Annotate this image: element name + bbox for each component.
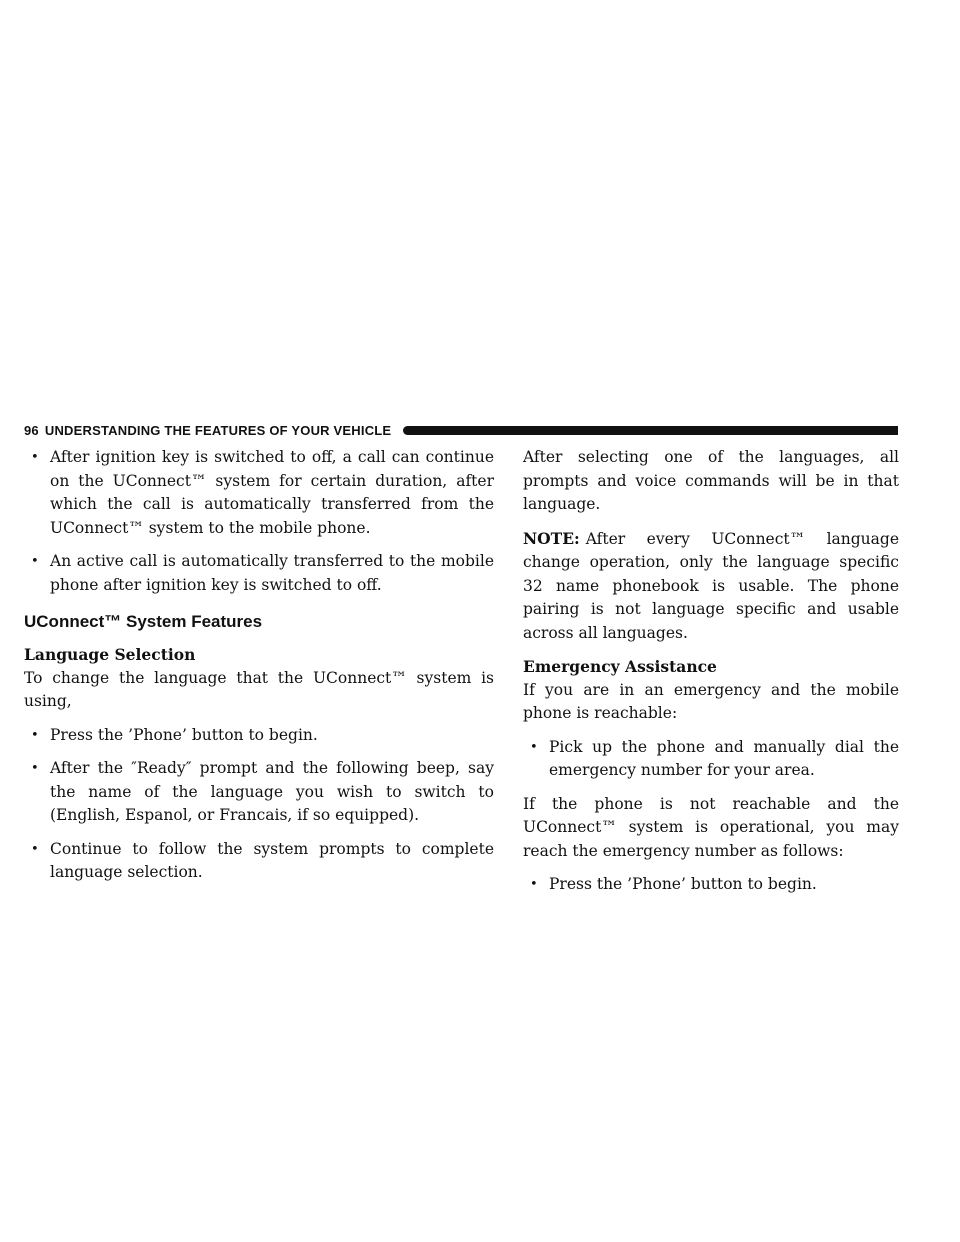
- paragraph: After selecting one of the languages, all prompts and voice commands will be in that language.: [523, 448, 899, 513]
- subheading-language-selection: Language Selection: [24, 645, 196, 664]
- bullet-icon: •: [31, 761, 39, 776]
- list-item-text: An active call is automatically transferred to the mobile phone after ignition key is switched to off.: [50, 552, 494, 594]
- list-item: [523, 873, 899, 897]
- list-item: [24, 550, 494, 597]
- list-item-text: Continue to follow the system prompts to complete language selection.: [50, 839, 494, 881]
- page-number: 96: [24, 422, 39, 438]
- section-heading: UNDERSTANDING THE FEATURES OF YOUR VEHICLE: [44, 422, 392, 438]
- list-item: [24, 757, 494, 828]
- list-item-text: Pick up the phone and manually dial the emergency number for your area.: [549, 737, 899, 779]
- bullet-icon: •: [530, 877, 538, 892]
- left-column: [24, 446, 494, 895]
- paragraph: If the phone is not reachable and the UConnect™ system is operational, you may reach the emergency number as follows:: [523, 794, 899, 860]
- list-item: [24, 724, 494, 748]
- list-item-text: After the ″Ready″ prompt and the following beep, say the name of the language you wish to switch to (English, Espanol, or Francais, if so equipped).: [50, 759, 494, 824]
- bullet-icon: •: [31, 727, 39, 743]
- paragraph: If you are in an emergency and the mobile phone is reachable:: [523, 680, 899, 722]
- list-item-text: Press the ’Phone’ button to begin.: [50, 725, 318, 744]
- section-title: UConnect™ System Features: [24, 612, 263, 631]
- bullet-icon: •: [31, 841, 39, 857]
- bullet-icon: •: [31, 554, 39, 569]
- right-column: [523, 446, 899, 907]
- header-rule: [403, 426, 898, 435]
- note-label: NOTE:: [523, 528, 580, 548]
- list-item-text: Press the ’Phone’ button to begin.: [549, 875, 817, 893]
- page-header: [24, 421, 898, 439]
- bullet-icon: •: [31, 450, 39, 465]
- note-paragraph: [523, 527, 899, 646]
- list-item: [523, 736, 899, 783]
- subheading-emergency-assistance: Emergency Assistance: [523, 657, 717, 676]
- note-text: After every UConnect™ language change operation, only the language specific 32 name phonebook is usable. The phone pairing is not language specific and usable across all languages.: [523, 529, 899, 642]
- paragraph: To change the language that the UConnect™ system is using,: [24, 668, 494, 710]
- bullet-icon: •: [530, 739, 538, 755]
- list-item: [24, 838, 494, 885]
- list-item-text: After ignition key is switched to off, a call can continue on the UConnect™ system for certain duration, after which the call is automatically transferred from the UConnect™ system to the mobile phone.: [50, 448, 494, 537]
- list-item: [24, 446, 494, 540]
